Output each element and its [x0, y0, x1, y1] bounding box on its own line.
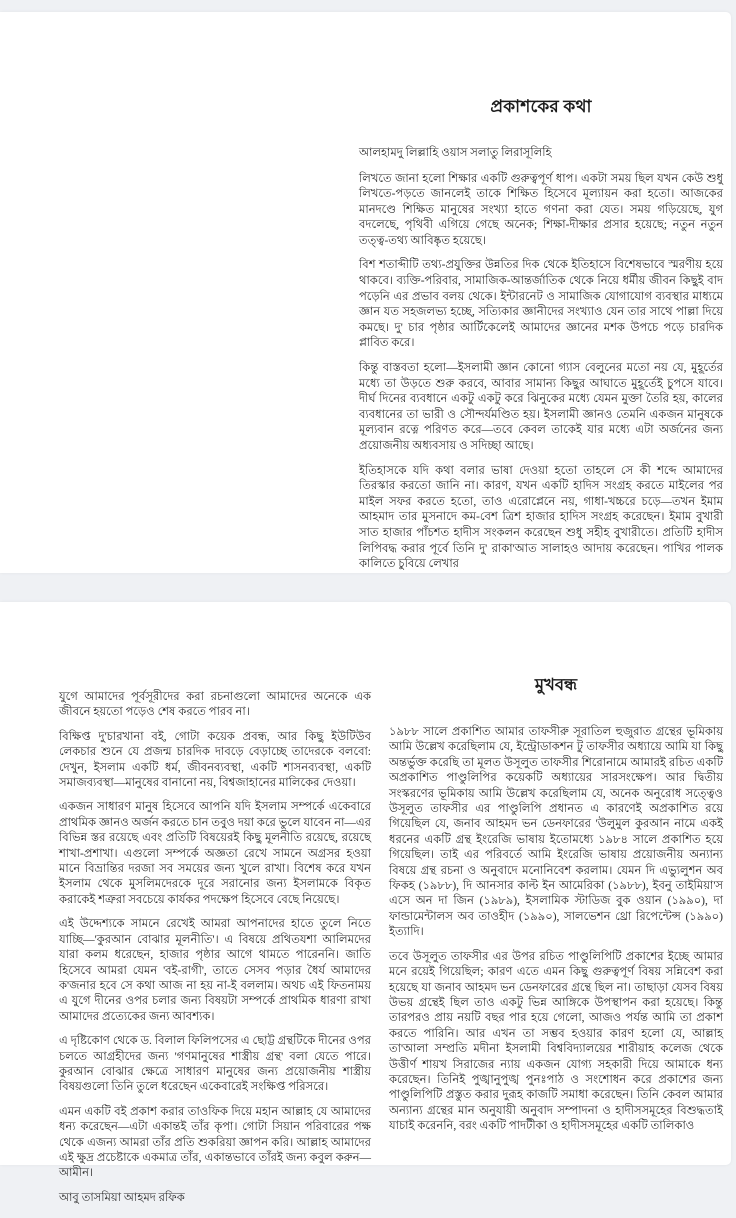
paragraph: কিন্তু বাস্তবতা হলো—ইসলামী জ্ঞান কোনো গ্যাস বেলুনের মতো নয় যে, মুহূর্তের মধ্যে তা উড়তে শুরু করবে, আবার সামান্য কিছুর আঘাতে মুহূর্তেই চুপসে যাবে। দীর্ঘ দিনের ব্যবধানে একটু একটু করে ঝিনুকের মধ্যে যেমন মুক্তা তৈরি হয়, কালের ব্যবধানের তা ভারী ও সৌন্দর্যমণ্ডিত হয়। ইসলামী জ্ঞানও তেমনি একজন মানুষকে মূল্যবান রত্নে পরিণত করে—তবে কেবল তাকেই যার মধ্যে এটা অর্জনের জন্য প্রয়োজনীয় অধ্যবসায় ও সদিচ্ছা আছে। — [359, 362, 723, 452]
paragraph: ইতিহাসকে যদি কথা বলার ভাষা দেওয়া হতো তাহলে সে কী শব্দে আমাদের তিরস্কার করতো জানি না। কারণ, যখন একটি হাদিস সংগ্রহ করতে মাইলের পর মাইল সফর করতে হতো, তাও এরোপ্লেনে নয়, গাধা-খচ্চরে চড়ে—তখন ইমাম আহমাদ তার মুসনাদে কম-বেশ ত্রিশ হাজার হাদিস সংগ্রহ করেছেন। ইমাম বুখারী সাত হাজার পাঁচশত হাদীস সংকলন করেছেন শুধু সহীহ বুখারীতে। প্রতিটি হাদীস লিপিবদ্ধ করার পূর্বে তিনি দু' রাকা'আত সালাহও আদায় করেছেন। পাখির পালক কালিতে চুবিয়ে লেখার — [359, 464, 723, 571]
publishers-note-text-block — [359, 94, 723, 582]
paragraph: একজন সাধারণ মানুষ হিসেবে আপনি যদি ইসলাম সম্পর্কে একেবারে প্রাথমিক জ্ঞানও অর্জন করতে চান তবুও দয়া করে ভুলে যাবেন না—এর বিভিন্ন স্তর রয়েছে এবং প্রতিটি বিষয়েরই কিছু মূলনীতি রয়েছে, রয়েছে শাখা-প্রশাখা। এগুলো সম্পর্কে অজ্ঞতা রেখে সামনে অগ্রসর হওয়া মানে বিভ্রান্তির দরজা সব সময়ের জন্য খুলে রাখা। বিশেষ করে যখন ইসলাম থেকে মুসলিমদেরকে দূরে সরানোর জন্য ইসলামকে বিকৃত করাকেই শত্রুরা সবচেয়ে কার্যকর পদক্ষেপ হিসেবে বেছে নিয়েছে। — [59, 801, 371, 906]
paragraph: বিশ শতাব্দীটি তথ্য-প্রযুক্তির উন্নতির দিক থেকে ইতিহাসে বিশেষভাবে স্মরণীয় হয়ে থাকবে। ব্যক্তি-পরিবার, সামাজিক-আন্তর্জাতিক থেকে নিয়ে ধর্মীয় জীবন কিছুই বাদ পড়েনি এর প্রভাব বলয় থেকে। ইন্টারনেট ও সামাজিক যোগাযোগ ব্যবস্থার মাধ্যমে জ্ঞান যত সহজলভ্য হচ্ছে, সত্যিকার জ্ঞানীদের সংখ্যাও যেন তার সাথে পাল্লা দিয়ে কমছে। দু' চার পৃষ্ঠার আর্টিকেলেই আমাদের জ্ঞানের মশক উপচে পড়ে চারদিক প্লাবিত করে। — [359, 259, 723, 350]
page-spread-continuation-and-foreword — [0, 602, 731, 1204]
author-signature: আবু তাসমিয়া আহমদ রফিক — [59, 1191, 185, 1204]
paragraph: এই উদ্দেশ্যকে সামনে রেখেই আমরা আপনাদের হাতে তুলে নিতে যাচ্ছি—'কুরআন বোঝার মূলনীতি'। এ বিষয়ে প্রথিতযশা আলিমদের যারা কলম ধরেছেন, হাজার পৃষ্ঠার আগে থামতে পারেননি। জাতি হিসেবে আমরা যেমন 'বই-রাগী', তাতে সেসব পড়ার ধৈর্য আমাদের ক'জনার হবে সে কথা আজ না হয় না-ই বললাম। অথচ এই ফিতনাময় এ যুগে দীনের ওপর চলার জন্য বিষয়টা সম্পর্কে প্রাথমিক ধারণা রাখা আমাদের প্রত্যেকের জন্য আবশ্যক। — [59, 918, 371, 1023]
foreword-column — [389, 602, 723, 1144]
paragraph: যুগে আমাদের পূর্বসূরীদের করা রচনাগুলো আমাদের অনেকে এক জীবনে হয়তো পড়েও শেষ করতে পারব না। — [59, 691, 371, 719]
foreword-title: মুখবন্ধ — [534, 675, 578, 694]
page-publishers-note — [0, 12, 731, 573]
paragraph: এ দৃষ্টিকোণ থেকে ড. বিলাল ফিলিপসের এ ছোট্ট গ্রন্থটিকে দীনের ওপর চলতে আগ্রহীদের জন্য 'গণমানুষের শাস্ত্রীয় গ্রন্থ' বলা যেতে পারে। কুরআন বোঝার ক্ষেত্রে সাধারণ মানুষের জন্য প্রয়োজনীয় শাস্ত্রীয় বিষয়গুলো তিনি তুলে ধরেছেন একেবারেই সংক্ষিপ্ত পরিসরে। — [59, 1035, 371, 1094]
paragraph: বিক্ষিপ্ত দু'চারখানা বই, গোটা কয়েক প্রবন্ধ, আর কিছু ইউটিউব লেকচার শুনে যে প্রজন্ম চারদিক দাবড়ে বেড়াচ্ছে তাদেরকে বলবো: দেখুন, ইসলাম একটি ধর্ম, জীবনব্যবস্থা, একটি শাসনব্যবস্থা, একটি সমাজব্যবস্থা—মানুষের বানানো নয়, বিশ্বজাহানের মালিকের দেওয়া। — [59, 730, 371, 790]
salutation-line: আলহামদু লিল্লাহি ওয়াস সলাতু লিরাসূলিহি — [359, 147, 552, 159]
paragraph: তবে উসূলুত তাফসীর এর উপর রচিত পাণ্ডুলিপিটি প্রকাশের ইচ্ছে আমার মনে রয়েই গিয়েছিল; কারণ এতে এমন কিছু গুরুত্বপূর্ণ বিষয় সন্নিবেশ করা হয়েছে যা জনাব আহমদ ভন ডেনফারের গ্রন্থে ছিল না। তাছাড়া যেসব বিষয় উভয় গ্রন্থেই ছিল তাও একটু ভিন্ন আঙ্গিকে উপস্থাপন করা হয়েছে। কিন্তু তারপরও প্রায় নয়টি বছর পার হয়ে গেলো, আজও পর্যন্ত আমি তা প্রকাশ করতে পারিনি। আর এখন তা সম্ভব হওয়ার কারণ হলো যে, আল্লাহ তা'আলা সম্প্রতি মদীনা ইসলামী বিশ্ববিদ্যালয়ের শারীয়াহ কলেজ থেকে উত্তীর্ণ শায়খ সিরাজের ন্যায় একজন যোগ্য সহকারী দিয়ে আমাকে ধন্য করেছেন। তিনিই পুঙ্খানুপুঙ্খ পুনঃপাঠ ও সংশোধন করে প্রকাশের জন্য পাণ্ডুলিপিটি প্রস্তুত করার দুরূহ কাজটি সমাধা করেছেন। তিনি কেবল আমার অন্যান্য গ্রন্থের মান অনুযায়ী অনুবাদ সম্পাদনা ও হাদীসসমূহের বিশুদ্ধতাই যাচাই করেননি, বরং একটি পাদটীকা ও হাদীসসমূহের একটি তালিকাও — [389, 950, 723, 1133]
publishers-note-continuation-column — [59, 602, 371, 1218]
paragraph: লিখতে জানা হলো শিক্ষার একটি গুরুত্বপূর্ণ ধাপ। একটা সময় ছিল যখন কেউ শুধু লিখতে-পড়তে জানলেই তাকে শিক্ষিত হিসেবে মূল্যায়ন করা হতো। আজকের মানদণ্ডে শিক্ষিত মানুষের সংখ্যা হাতে গণনা করা যেত। সময় গড়িয়েছে, যুগ বদলেছে, পৃথিবী এগিয়ে গেছে অনেক; শিক্ষা-দীক্ষার প্রসার হয়েছে; নতুন নতুন তত্ত্ব-তথ্য আবিষ্কৃত হয়েছে। — [359, 172, 723, 247]
paragraph: ১৯৮৮ সালে প্রকাশিত আমার তাফসীরু সূরাতিল হুজুরাত গ্রন্থের ভূমিকায় আমি উল্লেখ করেছিলাম যে, ইন্ট্রোডাকশন টু তাফসীর অধ্যায়ে আমি যা কিছু অন্তর্ভুক্ত করেছি তা মূলত উসূলুত তাফসীর শিরোনামে আমারই রচিত একটি অপ্রকাশিত পাণ্ডুলিপির কয়েকটি অধ্যায়ের সারসংক্ষেপ। আর দ্বিতীয় সংস্করণের ভূমিকায় আমি উল্লেখ করেছিলাম যে, অনেক অনুরোধ সত্ত্বেও উসূলুত তাফসীর এর পাণ্ডুলিপি প্রধানত এ কারণেই অপ্রকাশিত রয়ে গিয়েছিল যে, জনাব আহমদ ভন ডেনফারের 'উলুমুল কুরআন নামে একই ধরনের একটি গ্রন্থ ইংরেজি ভাষায় ইতোমধ্যে ১৯৮৪ সালে প্রকাশিত হয়ে গিয়েছিল। তাই এর পরিবর্তে আমি ইংরেজি ভাষায় প্রয়োজনীয় অন্যান্য বিষয়ে গ্রন্থ রচনা ও অনুবাদে মনোনিবেশ করলাম। যেমন দি এভ্যুলুশন অব ফিকহ (১৯৮৮), দি আনসার কাল্ট ইন আমেরিকা (১৯৮৮), ইবনু তাইমিয়া'স এসে অন দা জিন (১৯৮৯), ইসলামিক স্টাডিজ বুক ওয়ান (১৯৯০), দা ফান্ডামেন্টালস অব তাওহীদ (১৯৯০), সালভেশন থ্রো রিপেন্টেন্স (১৯৯০) ইত্যাদি। — [389, 726, 723, 939]
publishers-note-title: প্রকাশকের কথা — [490, 97, 592, 116]
paragraph: এমন একটি বই প্রকাশ করার তাওফিক দিয়ে মহান আল্লাহ যে আমাদের ধন্য করেছেন—এটা একান্তই তাঁর কৃপা। গোটা সিয়ান পরিবারের পক্ষ থেকে এজন্য আমরা তাঁর প্রতি শুকরিয়া জ্ঞাপন করি। আল্লাহ আমাদের এই ক্ষুদ্র প্রচেষ্টাকে একমাত্র তাঁর, একান্তভাবে তাঁরই জন্য কবুল করুন—আমীন। — [59, 1105, 371, 1180]
